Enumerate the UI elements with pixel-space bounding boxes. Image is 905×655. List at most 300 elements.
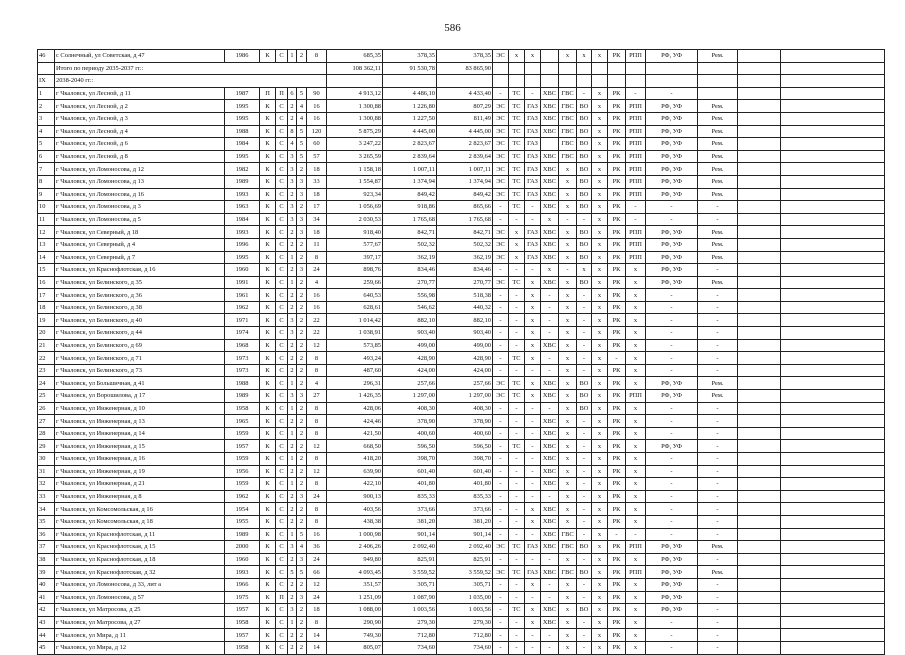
table-cell: 2 <box>297 415 307 428</box>
table-cell: 1 <box>288 616 297 629</box>
table-cell <box>781 188 885 201</box>
table-cell: - <box>493 616 509 629</box>
table-cell: х <box>592 226 608 239</box>
table-cell: х <box>592 213 608 226</box>
table-cell <box>738 478 781 491</box>
table-cell: - <box>541 641 559 654</box>
table-cell: ВО <box>577 377 592 390</box>
table-cell: - <box>577 352 592 365</box>
table-cell: х <box>626 490 646 503</box>
table-cell: 1962 <box>225 490 260 503</box>
table-cell <box>738 578 781 591</box>
table-cell: ВО <box>577 541 592 554</box>
table-cell: - <box>608 528 626 541</box>
table-cell: К <box>260 402 276 415</box>
table-cell <box>559 62 577 75</box>
table-cell: 901,14 <box>437 528 493 541</box>
table-cell: - <box>577 327 592 340</box>
table-cell: К <box>260 415 276 428</box>
table-cell: К <box>260 453 276 466</box>
table-cell <box>738 125 781 138</box>
table-cell: РФ, УФ <box>646 138 698 151</box>
table-cell: К <box>260 629 276 642</box>
table-cell: - <box>577 553 592 566</box>
table-cell <box>781 276 885 289</box>
table-cell: - <box>493 415 509 428</box>
table-cell: 807,29 <box>437 100 493 113</box>
table-cell: 8 <box>307 616 327 629</box>
table-cell: 1 087,90 <box>383 591 437 604</box>
table-cell: х <box>559 339 577 352</box>
table-row <box>38 478 885 491</box>
table-cell: К <box>260 213 276 226</box>
table-cell: 31 <box>38 465 55 478</box>
table-cell: ЭС <box>493 150 509 163</box>
table-cell <box>738 503 781 516</box>
table-cell: ЭС <box>493 226 509 239</box>
table-cell: х <box>525 604 541 617</box>
table-cell: 1 038,91 <box>327 327 383 340</box>
table-cell: ЭС <box>493 163 509 176</box>
table-cell <box>738 352 781 365</box>
table-cell <box>781 201 885 214</box>
table-cell: х <box>626 314 646 327</box>
table-cell: х <box>592 591 608 604</box>
table-cell: - <box>493 427 509 440</box>
table-cell <box>781 138 885 151</box>
table-cell: х <box>559 289 577 302</box>
table-cell: 38 <box>38 553 55 566</box>
table-cell: 1973 <box>225 352 260 365</box>
table-cell <box>738 226 781 239</box>
table-cell: - <box>646 364 698 377</box>
table-cell: 6 <box>38 150 55 163</box>
table-cell: 1 007,11 <box>437 163 493 176</box>
table-cell: К <box>260 390 276 403</box>
table-cell <box>525 75 541 88</box>
table-cell <box>781 238 885 251</box>
table-cell: ХВС <box>541 339 559 352</box>
page-number: 586 <box>444 22 461 34</box>
table-cell: 1962 <box>225 301 260 314</box>
table-cell: х <box>626 641 646 654</box>
table-cell: - <box>698 641 738 654</box>
table-cell: 3 <box>288 213 297 226</box>
table-cell <box>541 50 559 63</box>
table-cell <box>646 62 698 75</box>
table-cell <box>738 591 781 604</box>
table-cell: х <box>592 112 608 125</box>
table-cell: х <box>626 402 646 415</box>
table-cell: ХВС <box>541 112 559 125</box>
table-cell: - <box>509 453 525 466</box>
table-cell: - <box>698 591 738 604</box>
table-cell: 1 <box>288 251 297 264</box>
table-cell <box>738 163 781 176</box>
table-cell: РК <box>608 478 626 491</box>
table-cell: - <box>577 503 592 516</box>
table-cell: х <box>626 339 646 352</box>
table-cell: 428,06 <box>327 402 383 415</box>
table-cell: К <box>260 112 276 125</box>
table-cell: - <box>577 515 592 528</box>
table-row <box>38 553 885 566</box>
table-cell: - <box>559 213 577 226</box>
table-cell: 22 <box>38 352 55 365</box>
table-cell: х <box>626 440 646 453</box>
table-cell: 57 <box>307 150 327 163</box>
table-cell: х <box>592 289 608 302</box>
table-cell: 12 <box>38 226 55 239</box>
table-cell: - <box>525 440 541 453</box>
table-cell: ТС <box>509 125 525 138</box>
table-cell: 12 <box>307 578 327 591</box>
table-cell: - <box>626 87 646 100</box>
table-cell: 1993 <box>225 226 260 239</box>
table-cell: РК <box>608 150 626 163</box>
table-cell: 3 <box>297 553 307 566</box>
table-cell: х <box>559 327 577 340</box>
table-cell: РК <box>608 616 626 629</box>
table-cell: К <box>260 566 276 579</box>
table-cell: 1958 <box>225 402 260 415</box>
table-cell: ГВС <box>559 125 577 138</box>
table-cell: х <box>592 364 608 377</box>
table-cell <box>781 213 885 226</box>
table-cell: ХВС <box>541 188 559 201</box>
table-cell: П <box>260 87 276 100</box>
table-cell: 1957 <box>225 629 260 642</box>
table-cell: г Чкаловск, ул Белинского, д 44 <box>55 327 225 340</box>
table-cell: - <box>577 591 592 604</box>
table-cell <box>738 264 781 277</box>
table-cell: г Чкаловск, ул Ломоносова, д 5 <box>55 213 225 226</box>
table-cell: РФ, УФ <box>646 188 698 201</box>
table-cell <box>781 390 885 403</box>
table-cell: 2 <box>297 478 307 491</box>
table-cell: 24 <box>307 264 327 277</box>
table-cell: РК <box>608 415 626 428</box>
table-cell: - <box>698 528 738 541</box>
table-cell <box>646 75 698 88</box>
table-cell: РПП <box>626 390 646 403</box>
table-cell: К <box>260 226 276 239</box>
table-cell: 2000 <box>225 541 260 554</box>
table-cell: ВО <box>577 163 592 176</box>
table-cell <box>577 75 592 88</box>
table-cell: 1 056,69 <box>327 201 383 214</box>
table-cell: 1 554,87 <box>327 175 383 188</box>
table-cell: х <box>592 327 608 340</box>
table-cell: - <box>493 301 509 314</box>
table-cell: 362,19 <box>437 251 493 264</box>
table-cell <box>738 301 781 314</box>
table-cell <box>738 553 781 566</box>
table-cell <box>608 75 626 88</box>
table-cell: х <box>559 591 577 604</box>
table-cell: х <box>592 238 608 251</box>
table-cell: РК <box>608 541 626 554</box>
table-cell: 640,53 <box>327 289 383 302</box>
table-cell: С <box>276 566 288 579</box>
table-cell: РК <box>608 213 626 226</box>
table-cell: - <box>646 339 698 352</box>
table-cell: 83 865,90 <box>437 62 493 75</box>
table-cell: х <box>626 264 646 277</box>
table-cell: К <box>260 314 276 327</box>
table-cell: 4 445,00 <box>383 125 437 138</box>
table-cell: ГВС <box>559 100 577 113</box>
table-cell: - <box>577 616 592 629</box>
table-cell <box>437 75 493 88</box>
table-cell: 2 <box>297 578 307 591</box>
table-cell: - <box>525 490 541 503</box>
table-cell: 882,10 <box>437 314 493 327</box>
table-cell: - <box>493 364 509 377</box>
table-cell: - <box>646 490 698 503</box>
table-cell: 400,60 <box>437 427 493 440</box>
table-cell: - <box>509 301 525 314</box>
table-cell: РК <box>608 440 626 453</box>
table-cell: - <box>577 465 592 478</box>
table-cell: х <box>626 553 646 566</box>
table-cell: г Чкаловск, ул Матросова, д 25 <box>55 604 225 617</box>
table-cell: х <box>559 490 577 503</box>
table-cell: г Чкаловск, ул Большичная, д 41 <box>55 377 225 390</box>
table-cell: 1 158,18 <box>327 163 383 176</box>
table-cell: х <box>541 264 559 277</box>
table-cell: 1974 <box>225 327 260 340</box>
table-row <box>38 402 885 415</box>
table-cell: 373,66 <box>383 503 437 516</box>
table-cell: - <box>698 201 738 214</box>
table-cell: 8 <box>307 453 327 466</box>
table-cell: х <box>559 301 577 314</box>
table-cell: - <box>698 352 738 365</box>
table-cell: РК <box>608 289 626 302</box>
table-cell: 834,46 <box>437 264 493 277</box>
table-cell: 2 839,64 <box>383 150 437 163</box>
table-cell: х <box>626 327 646 340</box>
table-cell: 26 <box>38 402 55 415</box>
table-cell <box>781 87 885 100</box>
table-cell <box>738 314 781 327</box>
table-row <box>38 226 885 239</box>
table-cell: х <box>592 566 608 579</box>
table-cell: х <box>592 478 608 491</box>
table-cell: - <box>493 327 509 340</box>
table-cell: 2 <box>297 364 307 377</box>
table-cell: РК <box>608 453 626 466</box>
table-cell: 2 <box>288 503 297 516</box>
table-row <box>38 175 885 188</box>
table-cell: 42 <box>38 604 55 617</box>
table-cell: х <box>626 364 646 377</box>
table-cell: 1 088,00 <box>327 604 383 617</box>
table-cell: 1986 <box>225 50 260 63</box>
table-cell: 577,67 <box>327 238 383 251</box>
table-cell: ТС <box>509 188 525 201</box>
table-cell: - <box>509 213 525 226</box>
table-cell: 1 003,56 <box>383 604 437 617</box>
table-cell: 918,40 <box>327 226 383 239</box>
table-cell: Рем. <box>698 175 738 188</box>
table-cell: х <box>525 352 541 365</box>
table-cell: РФ, УФ <box>646 604 698 617</box>
table-cell: 1975 <box>225 591 260 604</box>
table-cell <box>626 62 646 75</box>
table-cell: 2 <box>288 641 297 654</box>
table-cell: - <box>577 427 592 440</box>
table-cell: 2 <box>288 591 297 604</box>
table-cell: х <box>525 515 541 528</box>
table-cell: х <box>559 188 577 201</box>
table-cell: г Чкаловск, ул Инженерная, д 16 <box>55 453 225 466</box>
table-cell: х <box>525 339 541 352</box>
table-cell: 4 486,10 <box>383 87 437 100</box>
table-cell: 3 <box>297 175 307 188</box>
table-cell: 1989 <box>225 175 260 188</box>
table-cell: ТС <box>509 390 525 403</box>
table-cell: 17 <box>38 289 55 302</box>
table-cell: 12 <box>307 440 327 453</box>
table-cell <box>698 62 738 75</box>
table-cell: 3 <box>297 188 307 201</box>
table-cell: г Чкаловск, ул Белинского, д 38 <box>55 301 225 314</box>
table-cell: 422,10 <box>327 478 383 491</box>
table-cell: П <box>276 591 288 604</box>
table-cell: г Чкаловск, ул Ломоносова, д 3 <box>55 201 225 214</box>
table-cell: - <box>541 578 559 591</box>
table-cell: ХВС <box>541 503 559 516</box>
table-cell: ЭС <box>493 390 509 403</box>
table-cell: 1965 <box>225 415 260 428</box>
table-cell: 362,19 <box>383 251 437 264</box>
table-cell: ГАЗ <box>525 238 541 251</box>
table-cell: РК <box>608 503 626 516</box>
table-cell: - <box>577 478 592 491</box>
table-cell: г Чкаловск, ул Белинского, д 40 <box>55 314 225 327</box>
table-cell: - <box>646 629 698 642</box>
table-cell: РПП <box>626 138 646 151</box>
table-cell: 14 <box>38 251 55 264</box>
table-cell: х <box>525 377 541 390</box>
table-cell: ЭС <box>493 125 509 138</box>
table-cell: ТС <box>509 352 525 365</box>
table-cell: х <box>592 616 608 629</box>
table-cell: 2 <box>288 553 297 566</box>
table-cell: 5 <box>297 150 307 163</box>
table-cell <box>781 415 885 428</box>
table-cell: ХВС <box>541 87 559 100</box>
table-cell: 2 <box>297 641 307 654</box>
table-cell: ТС <box>509 138 525 151</box>
table-cell: - <box>541 402 559 415</box>
table-cell <box>781 314 885 327</box>
table-cell: РК <box>608 339 626 352</box>
table-cell: - <box>525 87 541 100</box>
table-cell: 3 <box>297 226 307 239</box>
table-cell: К <box>260 352 276 365</box>
table-cell: х <box>559 50 577 63</box>
table-cell: ВО <box>577 138 592 151</box>
table-cell: 378,90 <box>437 415 493 428</box>
table-cell: 24 <box>307 490 327 503</box>
table-row <box>38 364 885 377</box>
table-cell: Рем. <box>698 150 738 163</box>
table-cell: 17 <box>307 201 327 214</box>
table-cell: 1 374,94 <box>383 175 437 188</box>
table-cell: - <box>698 453 738 466</box>
table-cell: 2 <box>288 226 297 239</box>
table-cell: 573,85 <box>327 339 383 352</box>
table-cell: 3 <box>288 163 297 176</box>
table-cell <box>738 339 781 352</box>
table-cell: 1996 <box>225 238 260 251</box>
table-row <box>38 62 885 75</box>
table-cell <box>738 289 781 302</box>
table-cell: - <box>577 314 592 327</box>
table-cell: - <box>509 264 525 277</box>
table-cell: г Чкаловск, ул Лесной, д 11 <box>55 87 225 100</box>
table-cell: г Чкаловск, ул Ломоносова, д 33, лит а <box>55 578 225 591</box>
table-cell: х <box>509 226 525 239</box>
table-cell: 1958 <box>225 616 260 629</box>
table-cell: - <box>541 327 559 340</box>
table-cell: х <box>592 50 608 63</box>
table-cell: С <box>276 440 288 453</box>
table-cell <box>493 62 509 75</box>
table-cell <box>781 163 885 176</box>
table-cell: ХВС <box>541 515 559 528</box>
table-cell <box>738 465 781 478</box>
table-cell: С <box>276 415 288 428</box>
table-cell: 1 <box>288 478 297 491</box>
table-cell: С <box>276 314 288 327</box>
table-cell: 556,98 <box>383 289 437 302</box>
table-cell <box>781 50 885 63</box>
table-cell: С <box>276 490 288 503</box>
table-cell: х <box>592 515 608 528</box>
table-cell <box>738 541 781 554</box>
table-cell: 270,77 <box>437 276 493 289</box>
table-cell: П <box>276 87 288 100</box>
table-cell: РФ, УФ <box>646 226 698 239</box>
table-cell: - <box>698 578 738 591</box>
table-cell: 1961 <box>225 289 260 302</box>
table-cell: х <box>525 276 541 289</box>
table-cell: РФ, УФ <box>646 276 698 289</box>
table-cell: 734,60 <box>383 641 437 654</box>
table-cell: - <box>698 289 738 302</box>
table-cell: 44 <box>38 629 55 642</box>
table-cell: РК <box>608 276 626 289</box>
table-cell: 403,56 <box>327 503 383 516</box>
table-cell: х <box>592 641 608 654</box>
table-cell: К <box>260 188 276 201</box>
table-cell: - <box>698 327 738 340</box>
table-cell: г Чкаловск, ул Белинского, д 71 <box>55 352 225 365</box>
table-cell: ТС <box>509 100 525 113</box>
table-cell: ХВС <box>541 427 559 440</box>
table-cell: 4 445,00 <box>437 125 493 138</box>
table-cell: х <box>592 427 608 440</box>
table-cell: г Чкаловск, ул Краснофлотская, д 11 <box>55 528 225 541</box>
table-cell <box>738 62 781 75</box>
table-cell: К <box>260 515 276 528</box>
table-cell: 2 <box>297 616 307 629</box>
table-cell: 16 <box>307 100 327 113</box>
